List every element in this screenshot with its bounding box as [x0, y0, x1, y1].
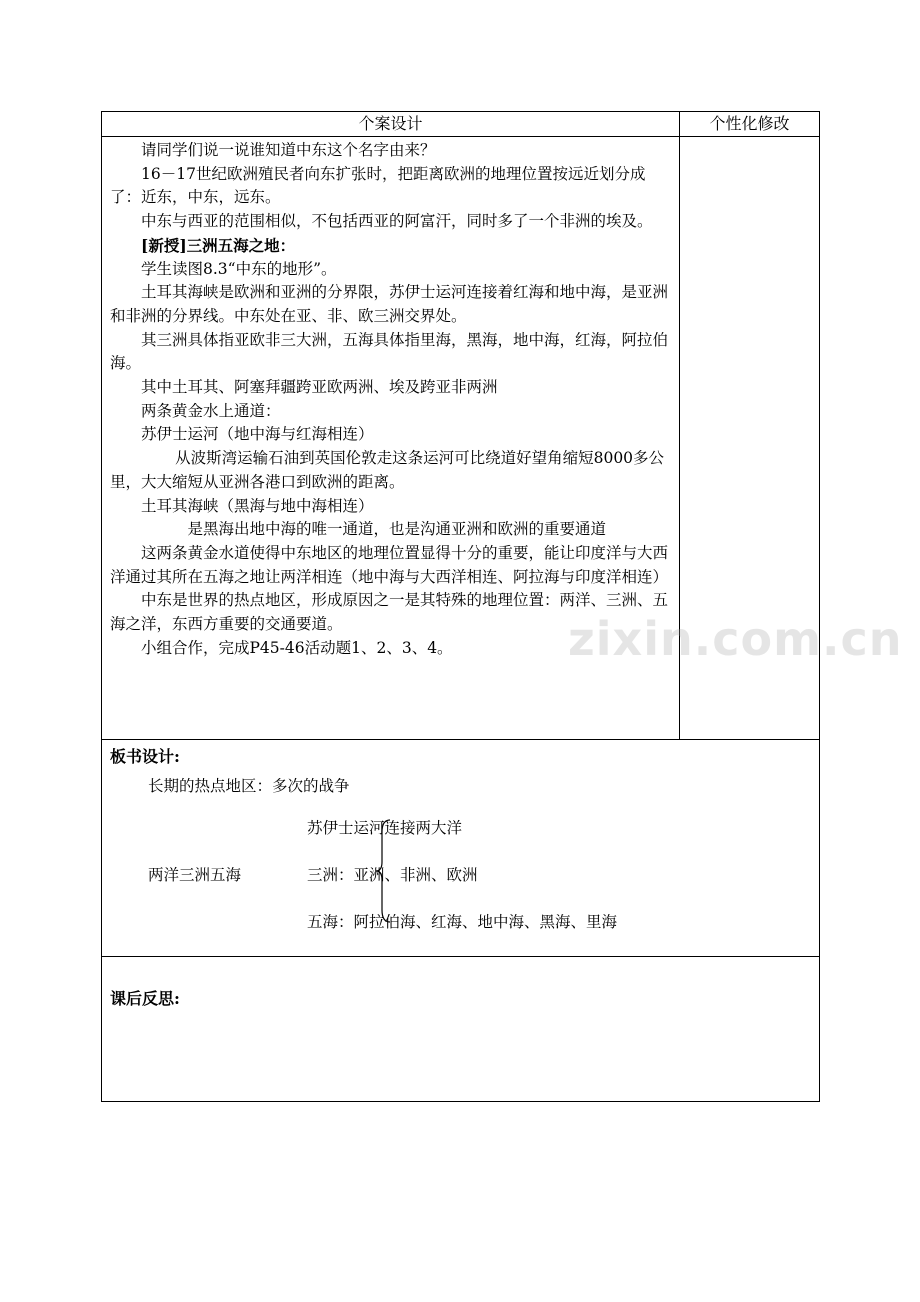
paragraph-group-work: 小组合作，完成P45-46活动题1、2、3、4。	[141, 638, 453, 657]
revision-cell	[680, 137, 820, 740]
lesson-content	[102, 137, 679, 660]
paragraph-turkish-strait: 土耳其海峡（黑海与地中海相连）	[141, 496, 374, 515]
header-personal-revision: 个性化修改	[680, 112, 820, 137]
reflection-row	[102, 957, 820, 1102]
board-design-title: 板书设计:	[110, 747, 180, 766]
paragraph-two-waterways: 两条黄金水上通道：	[141, 401, 281, 420]
section-heading-new-lesson: [新授]三洲五海之地：	[141, 235, 296, 255]
paragraph-suez: 苏伊士运河（地中海与红海相连）	[141, 425, 374, 444]
paragraph-transcontinental: 其中土耳其、阿塞拜疆跨亚欧两洲、埃及跨亚非两洲	[141, 378, 498, 397]
board-row	[102, 740, 820, 957]
board-brace-label: 两洋三洲五海	[148, 866, 242, 884]
paragraph-read-map: 学生读图8.3“中东的地形”。	[141, 259, 337, 278]
reflection-cell	[102, 957, 820, 1102]
paragraph-importance: 这两条黄金水道使得中东地区的地理位置显得十分的重要，能让印度洋与大西洋通过其所在五海之地让两洋相连（地中海与大西洋相连、阿拉海与印度洋相连）	[110, 543, 669, 586]
header-case-design: 个案设计	[102, 112, 680, 137]
reflection-title: 课后反思:	[110, 989, 180, 1008]
header-row	[102, 112, 820, 137]
watermark-logo: zixin.com.cn	[568, 612, 903, 666]
paragraph-hotspot: 中东是世界的热点地区，形成原因之一是其特殊的地理位置：两洋、三洲、五海之洋，东西方重要的交通要道。	[110, 591, 669, 634]
paragraph-suez-detail: 从波斯湾运输石油到英国伦敦走这条运河可比绕道好望角缩短8000多公里，大大缩短从亚洲各港口到欧洲的距离。	[110, 449, 665, 491]
lesson-plan-table	[101, 111, 820, 1102]
paragraph-three-continents: 其三洲具体指亚欧非三大洲，五海具体指里海，黑海，地中海，红海，阿拉伯海。	[110, 330, 669, 373]
lesson-content-cell	[102, 137, 680, 740]
paragraph-question: 请同学们说一说谁知道中东这个名字由来？	[141, 141, 436, 159]
board-item-five-seas: 五海：阿拉伯海、红海、地中海、黑海、里海	[307, 913, 618, 931]
board-design-cell	[102, 740, 820, 957]
board-hotspot-line: 长期的热点地区：多次的战争	[148, 777, 350, 795]
board-item-three-continents: 三洲：亚洲、非洲、欧洲	[307, 866, 478, 884]
content-row	[102, 137, 820, 740]
paragraph-boundaries: 土耳其海峡是欧洲和亚洲的分界限，苏伊士运河连接着红海和地中海，是亚洲和非洲的分界线。中东处在亚、非、欧三洲交界处。	[110, 283, 669, 325]
board-item-suez: 苏伊士运河连接两大洋	[307, 819, 463, 837]
paragraph-history: 16－17世纪欧洲殖民者向东扩张时，把距离欧洲的地理位置按远近划分成了：近东，中东，远东。	[110, 164, 646, 207]
paragraph-strait-detail: 是黑海出地中海的唯一通道，也是沟通亚洲和欧洲的重要通道	[187, 520, 607, 539]
paragraph-range: 中东与西亚的范围相似，不包括西亚的阿富汗，同时多了一个非洲的埃及。	[141, 212, 653, 231]
